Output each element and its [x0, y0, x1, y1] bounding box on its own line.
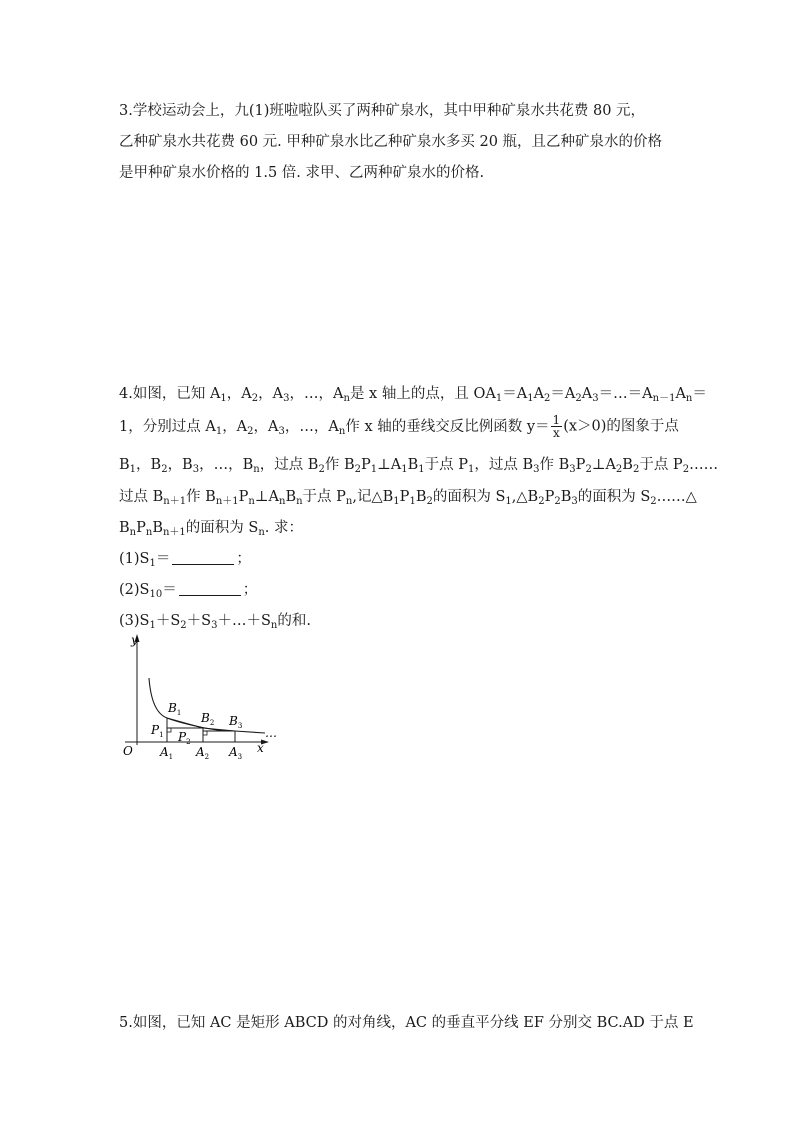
q5-line-1: 5.如图，已知 AC 是矩形 ABCD 的对角线，AC 的垂直平分线 EF 分别交 BC.AD 于点 E	[119, 1015, 694, 1031]
label-b1: $B_1$	[168, 701, 182, 717]
q4-line-5	[119, 518, 699, 538]
q3-line-3: 是甲种矿泉水价格的 1.5 倍. 求甲、乙两种矿泉水的价格.	[119, 165, 485, 181]
fraction-denominator: x	[552, 426, 560, 440]
q4-sub-3	[119, 611, 699, 631]
right-angle-p2-icon	[203, 731, 207, 735]
label-a1: $A_1$	[160, 745, 174, 761]
q4-line-4	[119, 487, 699, 507]
q4-line-1	[119, 384, 707, 404]
answer-blank-2[interactable]	[179, 581, 241, 596]
sub-1-label: $(1)S_1=$	[119, 551, 171, 569]
sub-1-end: ；	[236, 551, 251, 567]
label-a3: $A_3$	[229, 745, 243, 761]
sub-3-text: $(3)S_1+S_2+S_3+\dots+S_n$的和.	[119, 613, 311, 631]
inverse-function-figure	[115, 630, 290, 765]
q4-sub-2	[119, 580, 699, 600]
q4-line-3	[119, 455, 719, 475]
label-x: x	[257, 741, 264, 755]
q4-line-2-pre: 1，分别过点 $A_1$，$A_2$，$A_3$，…，$A_n$作 x 轴的垂线交反比例函数 y＝	[119, 418, 550, 437]
q4-line-4-text: 过点 $B_{n+1}$作 $B_{n+1}P_n\perp A_nB_n$于点 $P_n$,记$\triangle B_1P_1B_2$的面积为 $S_1,\triangle B_2P_2B_3$的面积为 $S_2\dots\dots\triangle$	[119, 489, 697, 507]
q4-line-3-text: $B_1$，$B_2$，$B_3$，…，$B_n$，过点 $B_2$作 $B_2P_1\perp A_1B_1$于点 $P_1$，过点 $B_3$作 $B_3P_2\perp A_2B_2$于点 $P_2\dots\dots$	[119, 457, 719, 475]
q3-line-1: 3.学校运动会上，九(1)班啦啦队买了两种矿泉水，其中甲种矿泉水共花费 80 元，	[119, 103, 646, 119]
label-dots: …	[265, 726, 277, 740]
sub-2-end: ；	[242, 582, 258, 598]
sub-2-label: $(2)S_{10}=$	[119, 582, 177, 600]
label-b2: $B_2$	[201, 711, 215, 727]
label-p1: $P_1$	[151, 723, 164, 739]
label-y: y	[131, 633, 138, 647]
inverse-fraction	[551, 414, 563, 439]
q4-line-5-text: $B_nP_nB_{n+1}$的面积为 $S_n$. 求：	[119, 520, 304, 538]
fraction-numerator: 1	[552, 413, 561, 427]
label-a2: $A_2$	[196, 745, 210, 761]
q4-line-2-post: (x＞0)的图象于点	[563, 418, 679, 435]
answer-blank-1[interactable]	[172, 550, 234, 565]
segment-b1-b2	[167, 718, 203, 728]
q4-sub-1	[119, 549, 699, 569]
q4-line-2	[119, 414, 699, 439]
label-b3: $B_3$	[229, 714, 243, 730]
right-angle-p1-icon	[167, 728, 171, 732]
q4-line-1-text: 4.如图，已知 $A_1$，$A_2$，$A_3$，…，$A_n$是 x 轴上的点，且 $OA_1=A_1A_2=A_2A_3=\dots=A_{n-1}A_n=$	[119, 386, 707, 404]
label-origin: O	[123, 744, 133, 758]
label-p2: $P_2$	[178, 730, 191, 746]
q3-line-2: 乙种矿泉水共花费 60 元. 甲种矿泉水比乙种矿泉水多买 20 瓶，且乙种矿泉水的价格	[119, 134, 663, 150]
